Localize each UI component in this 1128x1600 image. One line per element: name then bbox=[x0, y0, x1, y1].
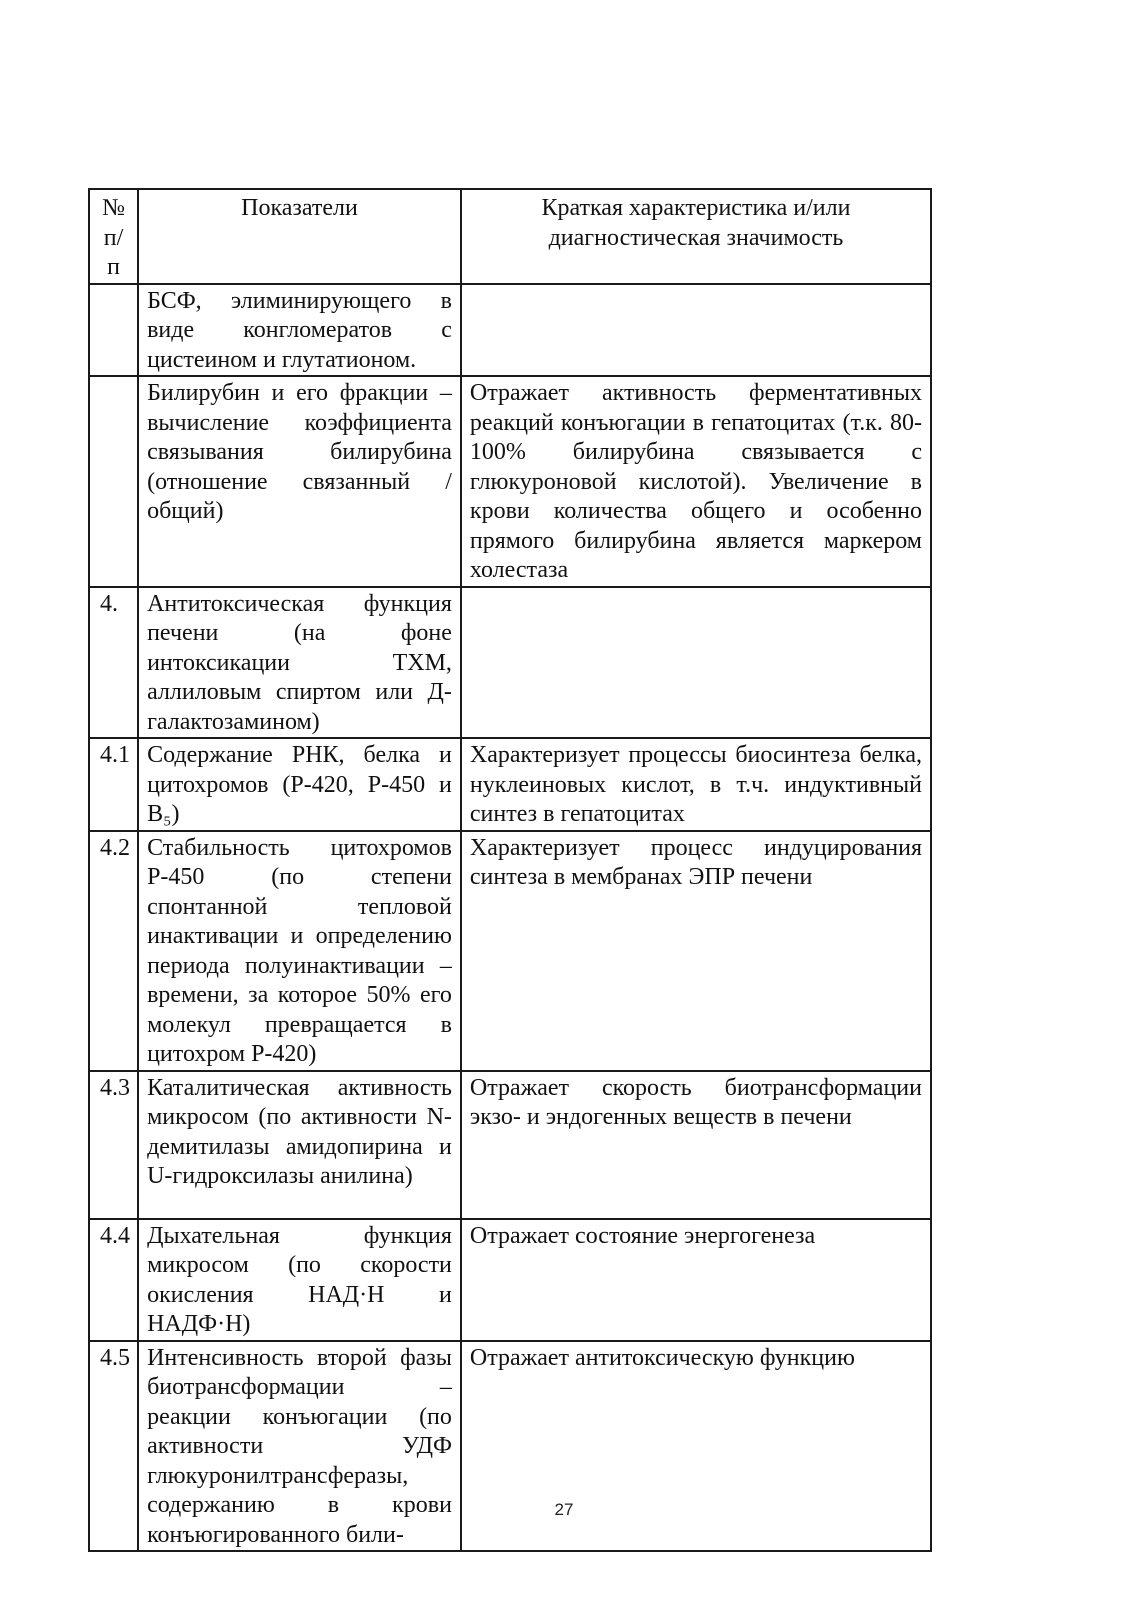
row-description: Характеризует процесс индуцирования синтеза в мембранах ЭПР печени bbox=[461, 831, 931, 1071]
table-row bbox=[89, 587, 931, 739]
header-description: Краткая характеристика и/или диагностическая значимость bbox=[461, 189, 931, 284]
header-indicators: Показатели bbox=[138, 189, 461, 284]
row-indicator: Стабильность цитохромов Р-450 (по степени спонтанной тепловой инактивации и определению периода полуинактивации – времени, за которое 50% его молекул превращается в цитохром Р-420) bbox=[138, 831, 461, 1071]
row-number bbox=[89, 284, 138, 377]
row-number: 4.1 bbox=[89, 738, 138, 831]
row-description bbox=[461, 284, 931, 377]
table-row bbox=[89, 1071, 931, 1219]
indicators-table bbox=[88, 188, 932, 1552]
table-row bbox=[89, 284, 931, 377]
table-row bbox=[89, 376, 931, 587]
row-number bbox=[89, 376, 138, 587]
row-number: 4.3 bbox=[89, 1071, 138, 1219]
header-number: № п/п bbox=[89, 189, 138, 284]
row-number: 4. bbox=[89, 587, 138, 739]
table-row bbox=[89, 1219, 931, 1341]
row-description: Отражает скорость биотрансформации экзо- и эндогенных веществ в печени bbox=[461, 1071, 931, 1219]
row-indicator: Билирубин и его фракции – вычисление коэффициента связывания билирубина (отношение связанный / общий) bbox=[138, 376, 461, 587]
row-description: Характеризует процессы биосинтеза белка, нуклеиновых кислот, в т.ч. индуктивный синтез в гепатоцитах bbox=[461, 738, 931, 831]
row-description bbox=[461, 587, 931, 739]
row-number: 4.5 bbox=[89, 1341, 138, 1552]
table-row bbox=[89, 738, 931, 831]
page-number: 27 bbox=[554, 1500, 574, 1519]
row-indicator: БСФ, элиминирующего в виде конгломератов с цистеином и глутатионом. bbox=[138, 284, 461, 377]
row-indicator: Каталитическая активность микросом (по активности N-демитилазы амидопирина и U-гидроксилазы анилина) bbox=[138, 1071, 461, 1219]
row-indicator: Содержание РНК, белка и цитохромов (Р-420, Р-450 и B₅) bbox=[138, 738, 461, 831]
row-number: 4.4 bbox=[89, 1219, 138, 1341]
table-header-row bbox=[89, 189, 931, 284]
row-description: Отражает состояние энергогенеза bbox=[461, 1219, 931, 1341]
row-indicator: Интенсивность второй фазы биотрансформации – реакции конъюгации (по активности УДФ глюкуронилтрансферазы, содержанию в крови конъюгированного били- bbox=[138, 1341, 461, 1552]
table-row bbox=[89, 831, 931, 1071]
row-description: Отражает активность ферментативных реакций конъюгации в гепатоцитах (т.к. 80-100% билирубина связывается с глюкуроновой кислотой). Увеличение в крови количества общего и особенно прямого билирубина является маркером холестаза bbox=[461, 376, 931, 587]
row-description: Отражает антитоксическую функцию bbox=[461, 1341, 931, 1552]
row-indicator: Антитоксическая функция печени (на фоне интоксикации ТХМ, аллиловым спиртом или Д-галактозамином) bbox=[138, 587, 461, 739]
row-number: 4.2 bbox=[89, 831, 138, 1071]
row-indicator: Дыхательная функция микросом (по скорости окисления НАД·Н и НАДФ·Н) bbox=[138, 1219, 461, 1341]
